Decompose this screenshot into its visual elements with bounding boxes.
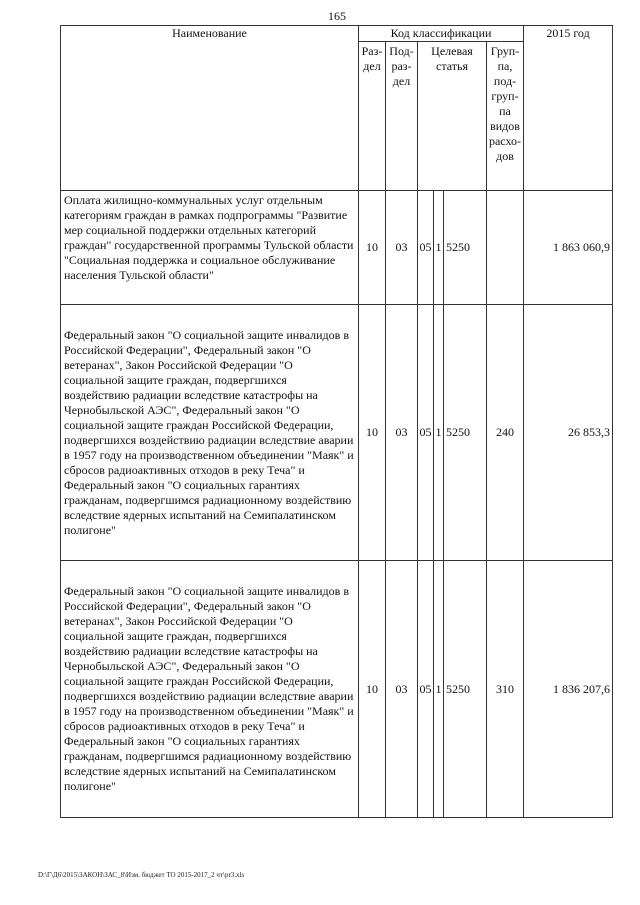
header-subsection: Под- раз- дел — [386, 42, 418, 191]
row-target-program: 05 — [418, 191, 434, 305]
row-section: 10 — [359, 561, 386, 818]
budget-table — [60, 25, 613, 818]
header-section: Раз- дел — [359, 42, 386, 191]
page-number: 165 — [328, 9, 346, 23]
row-amount: 1 863 060,9 — [524, 191, 613, 305]
row-target-program: 05 — [418, 561, 434, 818]
row-section: 10 — [359, 191, 386, 305]
row-subsection: 03 — [386, 305, 418, 561]
header-row-top — [61, 26, 613, 42]
table-row — [61, 191, 613, 305]
row-name: Федеральный закон "О социальной защите инвалидов в Российской Федерации", Федеральный закон "О ветеранах", Закон Российской Федерации "О социальной защите граждан, подвергшихся воздействию радиации вследствие катастрофы на Чернобыльской АЭС", Федеральный закон "О социальной защите граждан Российской Федерации, подвергшихся воздействию радиации вследствие аварии в 1957 году на производственном объединении "Маяк" и сбросов радиоактивных отходов в реку Теча" и Федеральный закон "О социальных гарантиях гражданам, подвергшимся радиационному воздействию вследствие ядерных испытаний на Семипалатинском полигоне" — [61, 561, 359, 818]
row-target-code: 5250 — [444, 191, 487, 305]
row-target-code: 5250 — [444, 561, 487, 818]
row-amount: 26 853,3 — [524, 305, 613, 561]
file-path-footer: D:\Г\Д6\2015\ЗАКОН\ЗАС_8\Изм. бюджет ТО 2015-2017_2 чт\pr3.xls — [38, 871, 245, 879]
header-year: 2015 год — [524, 26, 613, 191]
table-row — [61, 561, 613, 818]
row-target-program: 05 — [418, 305, 434, 561]
row-name: Оплата жилищно-коммунальных услуг отдельным категориям граждан в рамках подпрограммы "Развитие мер социальной поддержки отдельных категорий граждан" государственной программы Тульской области "Социальная поддержка и социальное обслуживание населения Тульской области" — [61, 191, 359, 305]
row-name: Федеральный закон "О социальной защите инвалидов в Российской Федерации", Федеральный закон "О ветеранах", Закон Российской Федерации "О социальной защите граждан, подвергшихся воздействию радиации вследствие катастрофы на Чернобыльской АЭС", Федеральный закон "О социальной защите граждан Российской Федерации, подвергшихся воздействию радиации вследствие аварии в 1957 году на производственном объединении "Маяк" и сбросов радиоактивных отходов в реку Теча" и Федеральный закон "О социальных гарантиях гражданам, подвергшимся радиационному воздействию вследствие ядерных испытаний на Семипалатинском полигоне" — [61, 305, 359, 561]
row-expense-group — [487, 191, 524, 305]
header-expense-group: Груп- па, под- груп- па видов расхо- дов — [487, 42, 524, 191]
header-code-group: Код классификации — [359, 26, 524, 42]
row-target-code: 5250 — [444, 305, 487, 561]
row-amount: 1 836 207,6 — [524, 561, 613, 818]
row-section: 10 — [359, 305, 386, 561]
row-target-subprogram: 1 — [434, 561, 444, 818]
row-expense-group: 240 — [487, 305, 524, 561]
row-subsection: 03 — [386, 561, 418, 818]
table-row — [61, 305, 613, 561]
header-target-article: Целевая статья — [418, 42, 487, 191]
row-target-subprogram: 1 — [434, 305, 444, 561]
row-subsection: 03 — [386, 191, 418, 305]
row-expense-group: 310 — [487, 561, 524, 818]
row-target-subprogram: 1 — [434, 191, 444, 305]
header-name: Наименование — [61, 26, 359, 191]
